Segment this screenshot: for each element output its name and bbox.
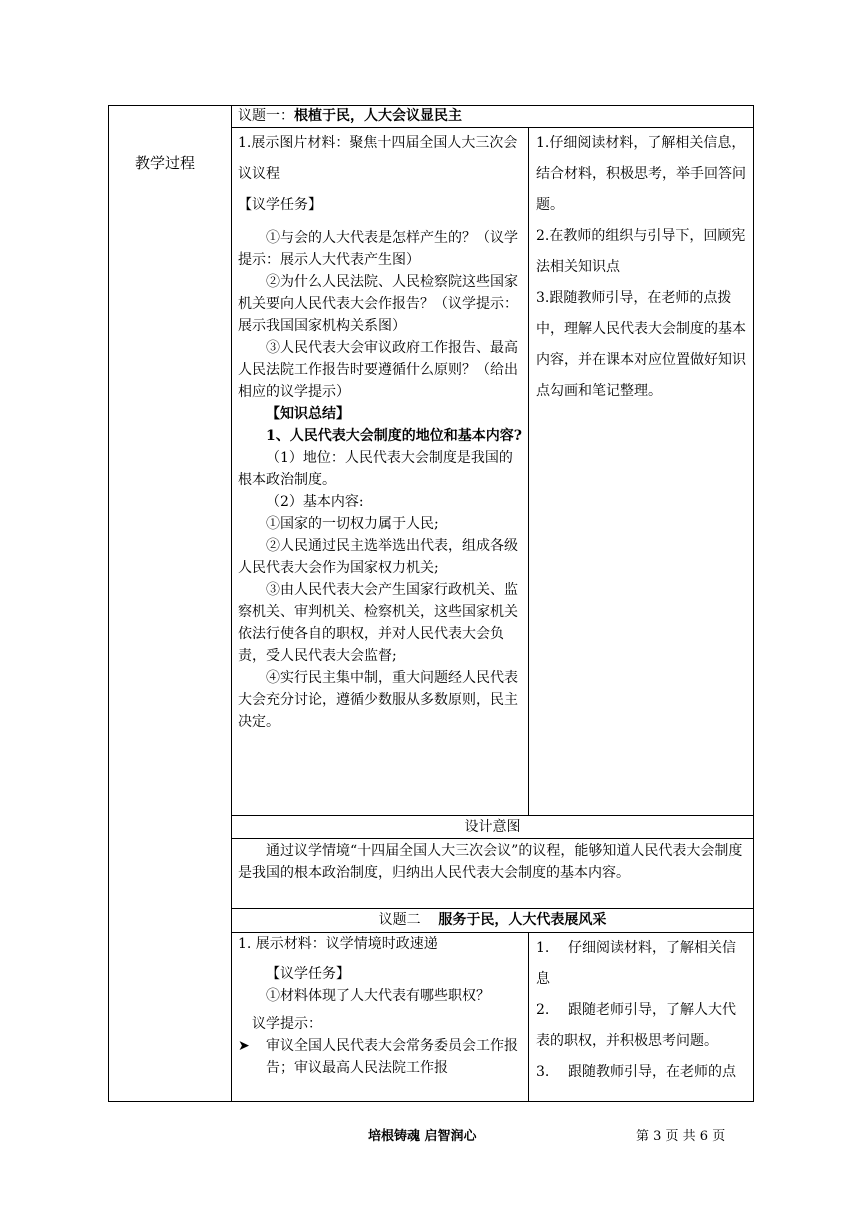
topic1-student-step-3: 3.跟随教师引导，在老师的点拨中，理解人民代表大会制度的基本内容，并在课本对应位置做好知识点勾画和笔记整理。: [536, 290, 746, 399]
topic1-student-content: [536, 128, 748, 407]
topic2-student-step-1: [536, 933, 748, 995]
topic2-prefix: 议题二: [378, 912, 421, 928]
step-text: 仔细阅读材料，了解相关信息: [536, 940, 736, 987]
topic1-content-4: ④实行民主集中制，重大问题经人民代表大会充分讨论，遵循少数服从多数原则，民主决定。: [238, 670, 518, 730]
topic1-question-2: ②为什么人民法院、人民检察院这些国家机关要向人民代表大会作报告？（议学提示：展示我国国家机构关系图）: [238, 274, 518, 334]
footer-page-info: 第 3 页 共 6 页: [636, 1129, 726, 1144]
topic1-summary-heading: 【知识总结】: [266, 406, 350, 422]
topic2-task-heading: 【议学任务】: [266, 966, 350, 982]
topic1-column-divider: [528, 127, 529, 815]
topic1-question-3: ③人民代表大会审议政府工作报告、最高人民法院工作报告时要遵循什么原则？（给出相应的议学提示）: [238, 340, 518, 400]
topic1-content-3: ③由人民代表大会产生国家行政机关、监察机关、审判机关、检察机关，这些国家机关依法行使各自的职权，并对人民代表大会负责，受人民代表大会监督;: [238, 582, 518, 664]
label-column-divider: [231, 105, 232, 1102]
design-heading-bottom-divider: [231, 838, 754, 839]
topic2-question-1: ①材料体现了人大代表有哪些职权？: [266, 988, 490, 1004]
topic2-student-step-2: [536, 995, 748, 1057]
topic2-student-content: [536, 933, 748, 1100]
step-text: 跟随教师引导，在老师的点: [568, 1064, 736, 1080]
step-number: 2.: [536, 1002, 550, 1018]
topic1-title: 根植于民，人大会议显民主: [294, 108, 462, 124]
topic1-summary-title: 1、人民代表大会制度的地位和基本内容?: [266, 428, 522, 444]
row-label: 教学过程: [135, 154, 196, 172]
design-intent-paragraph: 通过议学情境“十四届全国人大三次会议”的议程，能够知道人民代表大会制度是我国的根本政治制度，归纳出人民代表大会制度的基本内容。: [238, 843, 743, 881]
topic2-hint-bullet: [238, 1035, 522, 1079]
topic1-content-2: ②人民通过民主选举选出代表，组成各级人民代表大会作为国家权力机关;: [238, 538, 518, 576]
topic2-student-step-3: [536, 1057, 748, 1088]
step-number: 3.: [536, 1064, 550, 1080]
table-left-border: [108, 105, 109, 1102]
topic2-material: 1. 展示材料：议学情境时政速递: [238, 936, 438, 952]
topic1-heading: [238, 105, 462, 127]
design-intent-text: [238, 840, 748, 884]
step-number: 1.: [536, 940, 550, 956]
topic2-teacher-content: [238, 933, 522, 1100]
topic1-student-step-2: 2.在教师的组织与引导下，回顾宪法相关知识点: [536, 228, 746, 275]
topic2-column-divider: [528, 932, 529, 1102]
topic1-student-step-1: 1.仔细阅读材料，了解相关信息，结合材料，积极思考，举手回答问题。: [536, 135, 746, 213]
step-text: 跟随老师引导，了解人大代表的职权，并积极思考问题。: [536, 1002, 736, 1049]
topic1-status: （1）地位：人民代表大会制度是我国的根本政治制度。: [238, 450, 513, 488]
topic2-hint-label: 议学提示：: [252, 1016, 322, 1032]
design-intent-heading: 设计意图: [464, 819, 521, 835]
topic1-teacher-content: [238, 128, 522, 733]
topic1-prefix: 议题一：: [238, 108, 294, 124]
topic2-heading: [231, 909, 754, 931]
topic1-material: 1.展示图片材料：聚焦十四届全国人大三次会议议程: [238, 135, 518, 182]
arrow-bullet-icon: ➤: [238, 1038, 250, 1054]
topic1-content-1: ①国家的一切权力属于人民;: [266, 516, 439, 532]
topic1-task-heading: 【议学任务】: [238, 197, 322, 213]
topic2-hint-bullet-text: 审议全国人民代表大会常务委员会工作报告；审议最高人民法院工作报: [266, 1038, 518, 1076]
topic1-question-1: ①与会的人大代表是怎样产生的？（议学提示：展示人大代表产生图）: [238, 230, 518, 268]
footer-motto: 培根铸魂 启智润心: [368, 1129, 477, 1144]
table-bottom-border: [108, 1101, 754, 1102]
topic1-content-heading: （2）基本内容:: [266, 494, 364, 510]
topic2-title: 服务于民，人大代表展风采: [438, 912, 607, 928]
table-right-border: [753, 105, 754, 1102]
